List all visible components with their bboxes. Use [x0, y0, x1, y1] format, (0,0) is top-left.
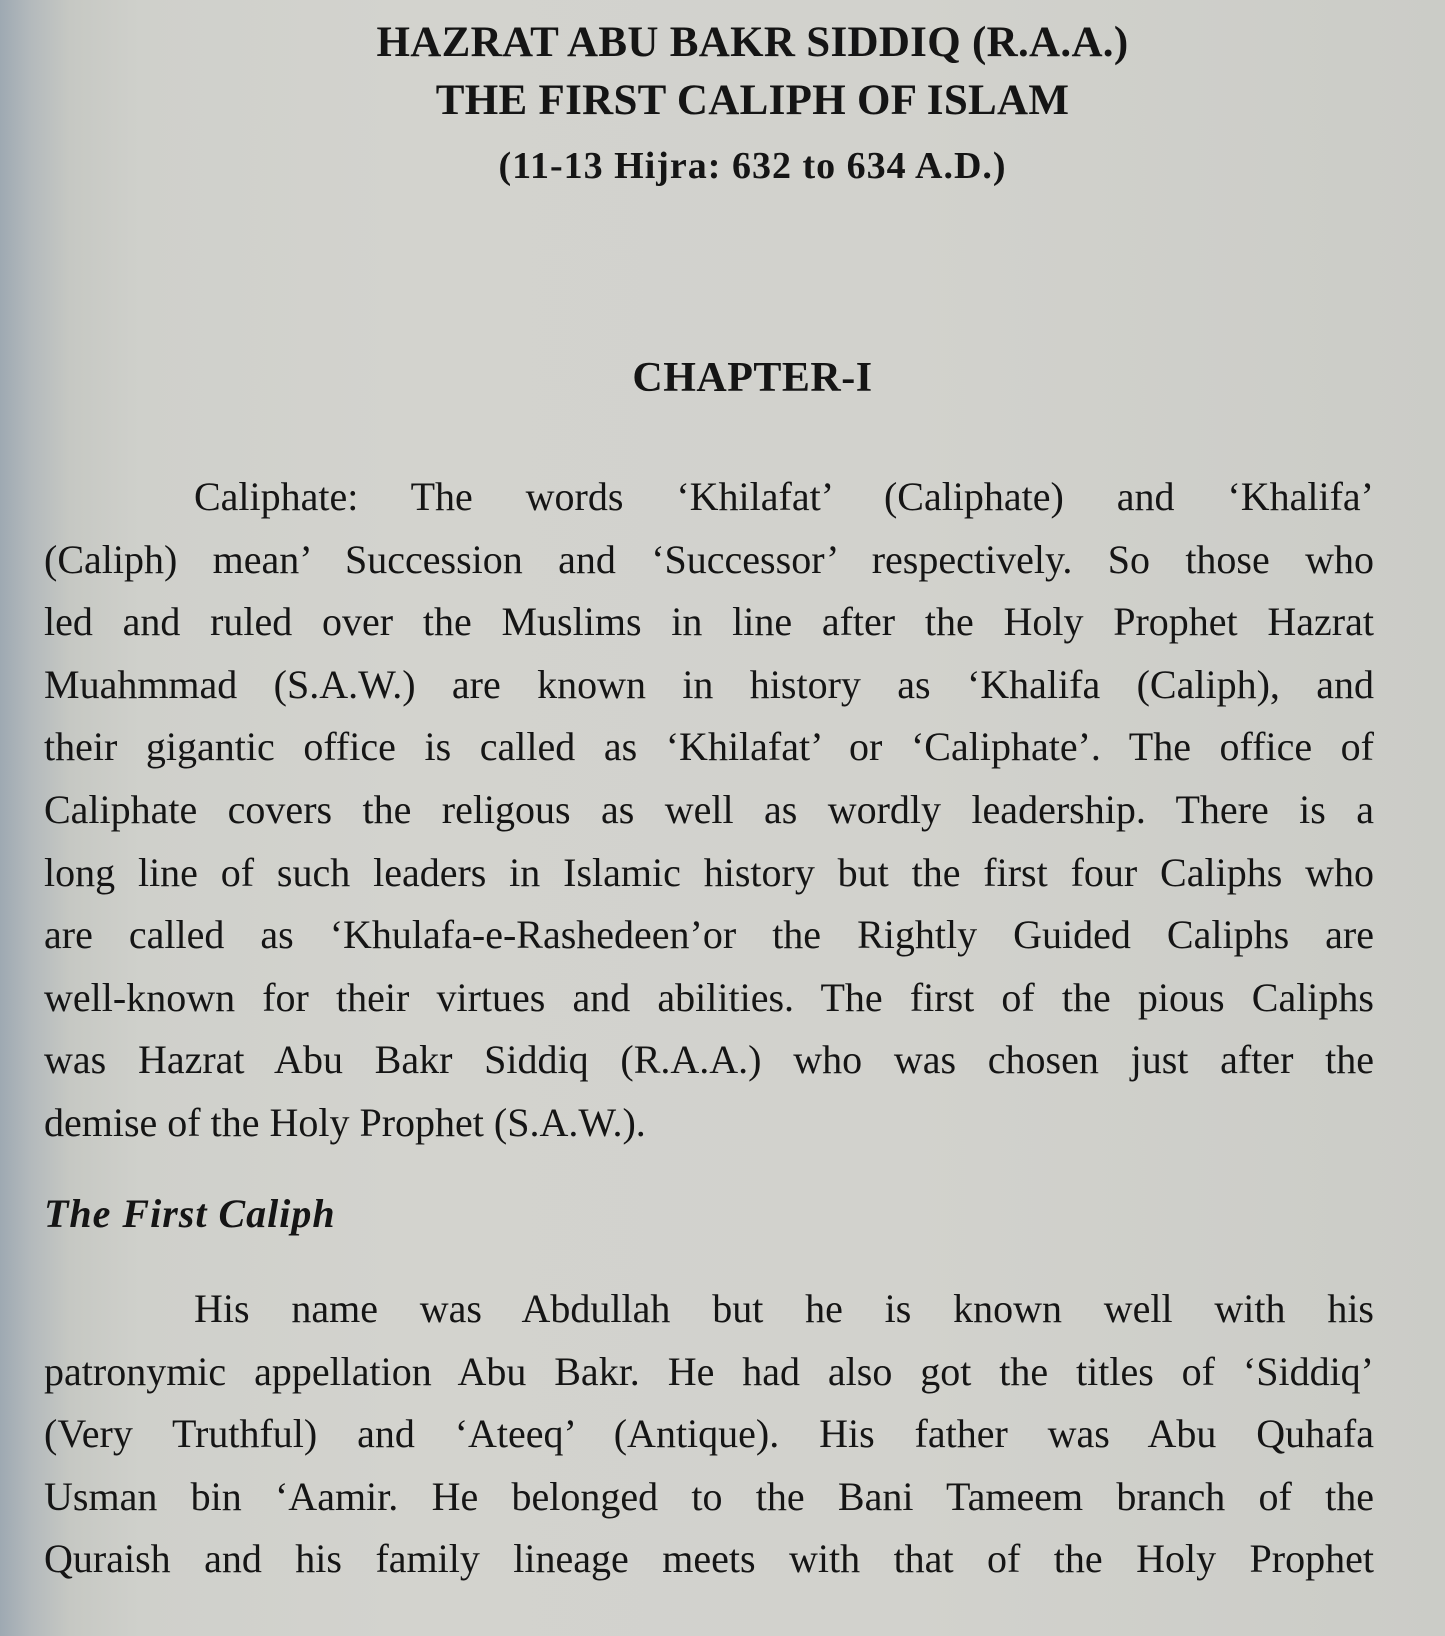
- date-range: (11-13 Hijra: 632 to 634 A.D.): [498, 145, 1007, 187]
- text-line: are called as ‘Khulafa-e-Rashedeen’or the Rightly Guided Caliphs are: [44, 912, 1374, 958]
- paragraph-caliphate: [44, 466, 1374, 1155]
- text-line: led and ruled over the Muslims in line after the Holy Prophet Hazrat: [44, 599, 1374, 645]
- text-line: was Hazrat Abu Bakr Siddiq (R.A.A.) who was chosen just after the: [44, 1037, 1374, 1083]
- section-heading: The First Caliph: [44, 1191, 336, 1236]
- text-line: Caliphate: The words ‘Khilafat’ (Caliphate) and ‘Khalifa’: [194, 474, 1374, 519]
- page-title: HAZRAT ABU BAKR SIDDIQ (R.A.A.): [376, 19, 1129, 66]
- page-subtitle: THE FIRST CALIPH OF ISLAM: [435, 77, 1070, 124]
- text-line: long line of such leaders in Islamic history but the first four Caliphs who: [44, 849, 1374, 895]
- text-line: Caliphate covers the religous as well as wordly leadership. There is a: [44, 786, 1374, 832]
- text-line: well-known for their virtues and abilities. The first of the pious Caliphs: [44, 974, 1374, 1020]
- text-line: Muahmmad (S.A.W.) are known in history as ‘Khalifa (Caliph), and: [44, 661, 1374, 707]
- paragraph-first-caliph: [44, 1278, 1374, 1591]
- text-line: Usman bin ‘Aamir. He belonged to the Bani Tameem branch of the: [44, 1473, 1374, 1519]
- text-line: demise of the Holy Prophet (S.A.W.).: [44, 1099, 646, 1145]
- chapter-heading: CHAPTER-I: [632, 355, 873, 401]
- text-line: patronymic appellation Abu Bakr. He had also got the titles of ‘Siddiq’: [44, 1348, 1374, 1394]
- text-line: (Caliph) mean’ Succession and ‘Successor’ respectively. So those who: [44, 536, 1374, 582]
- text-line: their gigantic office is called as ‘Khilafat’ or ‘Caliphate’. The office of: [44, 724, 1374, 770]
- text-line: Quraish and his family lineage meets with that of the Holy Prophet: [44, 1536, 1374, 1582]
- text-line: (Very Truthful) and ‘Ateeq’ (Antique). His father was Abu Quhafa: [44, 1411, 1374, 1457]
- text-line: His name was Abdullah but he is known well with his: [194, 1286, 1374, 1331]
